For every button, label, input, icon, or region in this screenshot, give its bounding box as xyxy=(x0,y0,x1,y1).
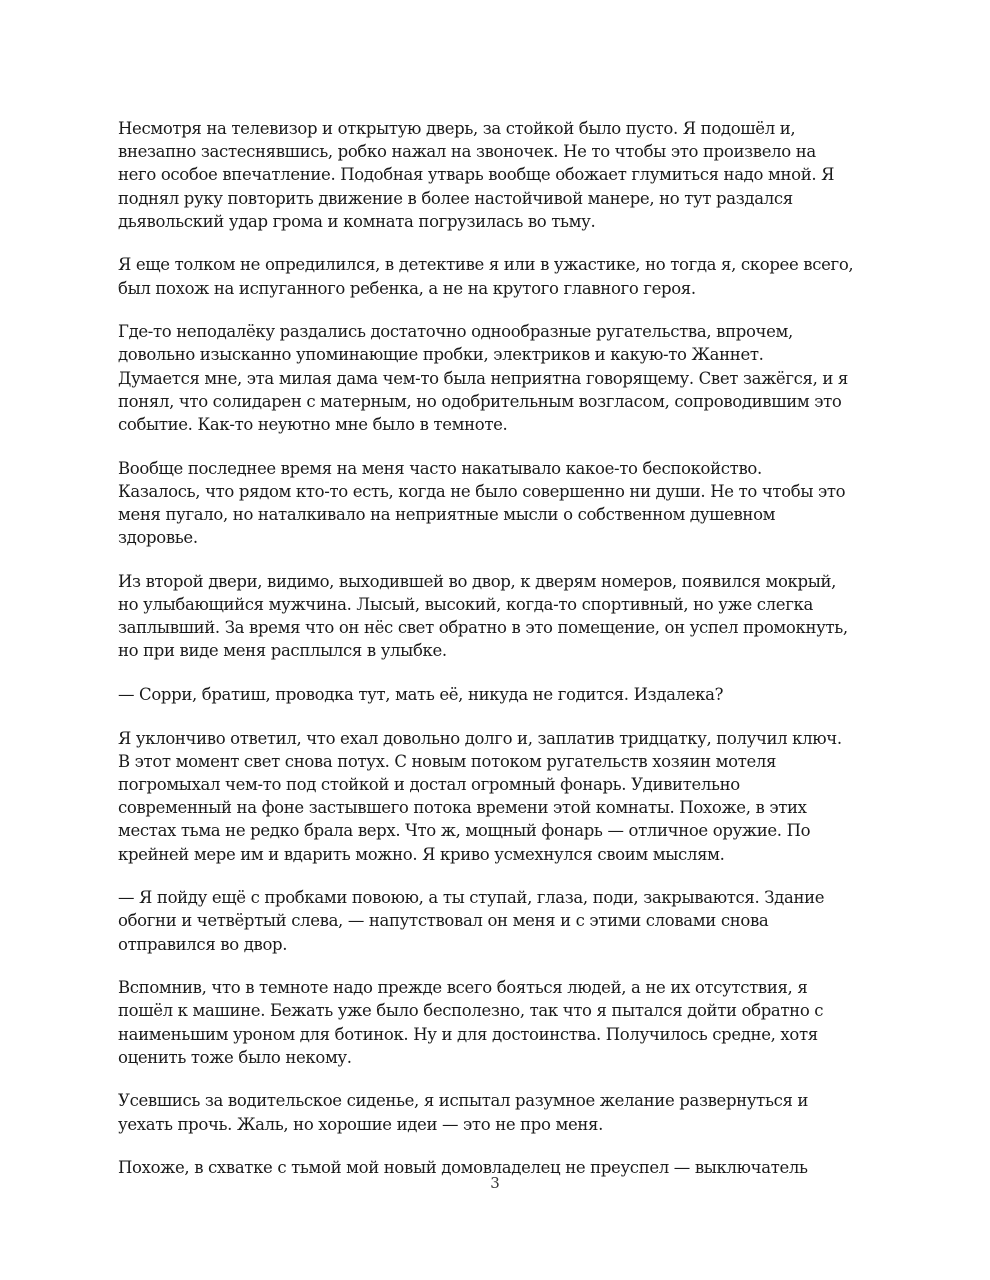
paragraph: — Я пойду ещё с пробками повоюю, а ты ступай, глаза, поди, закрываются. Здание обогни и четвёртый слева, — напутствовал он меня и с этими словами снова отправился во двор. xyxy=(118,888,825,954)
page-number: 3 xyxy=(490,1174,500,1192)
paragraph: Несмотря на телевизор и открытую дверь, за стойкой было пусто. Я подошёл и, внезапно застеснявшись, робко нажал на звоночек. Не то чтобы это произвело на него особое впечатление. Подобная утварь вообще обожает глумиться надо мной. Я поднял руку повторить движение в более настойчивой манере, но тут раздался дьявольский удар грома и комната погрузилась во тьму. xyxy=(118,119,835,231)
paragraph: Усевшись за водительское сиденье, я испытал разумное желание развернуться и уехать прочь. Жаль, но хорошие идеи — это не про меня. xyxy=(118,1091,809,1134)
paragraph: Я еще толком не опредилился, в детективе я или в ужастике, но тогда я, скорее всего, был похож на испуганного ребенка, а не на крутого главного героя. xyxy=(118,255,854,298)
paragraph: Где-то неподалёку раздались достаточно однообразные ругательства, впрочем, довольно изысканно упоминающие пробки, электриков и какую-то Жаннет. Думается мне, эта милая дама чем-то была неприятна говорящему. Свет зажёгся, и я понял, что солидарен с матерным, но одобрительным возгласом, сопроводившим это событие. Как-то неуютно мне было в темноте. xyxy=(118,322,848,435)
paragraph: Я уклончиво ответил, что ехал довольно долго и, заплатив тридцатку, получил ключ. В этот момент свет снова потух. С новым потоком ругательств хозяин мотеля погромыхал чем-то под стойкой и достал огромный фонарь. Удивительно современный на фоне застывшего потока времени этой комнаты. Похоже, в этих местах тьма не редко брала верх. Что ж, мощный фонарь — отличное оружие. По крейней мере им и вдарить можно. Я криво усмехнулся своим мыслям. xyxy=(118,728,842,864)
paragraph: Из второй двери, видимо, выходившей во двор, к дверям номеров, появился мокрый, но улыбающийся мужчина. Лысый, высокий, когда-то спортивный, но уже слегка заплывший. За время что он нёс свет обратно в это помещение, он успел промокнуть, но при виде меня расплылся в улыбке. xyxy=(118,571,848,661)
paragraph: Вспомнив, что в темноте надо прежде всего бояться людей, а не их отсутствия, я пошёл к машине. Бежать уже было бесполезно, так что я пытался дойти обратно с наименьшим уроном для ботинок. Ну и для достоинства. Получилось средне, хотя оценить тоже было некому. xyxy=(118,978,824,1067)
paragraph: — Сорри, братиш, проводка тут, мать её, никуда не годится. Издалека? xyxy=(118,685,724,705)
document-body xyxy=(118,117,878,1200)
paragraph: Похоже, в схватке с тьмой мой новый домовладелец не преуспел — выключатель xyxy=(118,1158,808,1178)
paragraph: Вообще последнее время на меня часто накатывало какое-то беспокойство. Казалось, что рядом кто-то есть, когда не было совершенно ни души. Не то чтобы это меня пугало, но наталкивало на неприятные мысли о собственном душевном здоровье. xyxy=(118,458,846,548)
